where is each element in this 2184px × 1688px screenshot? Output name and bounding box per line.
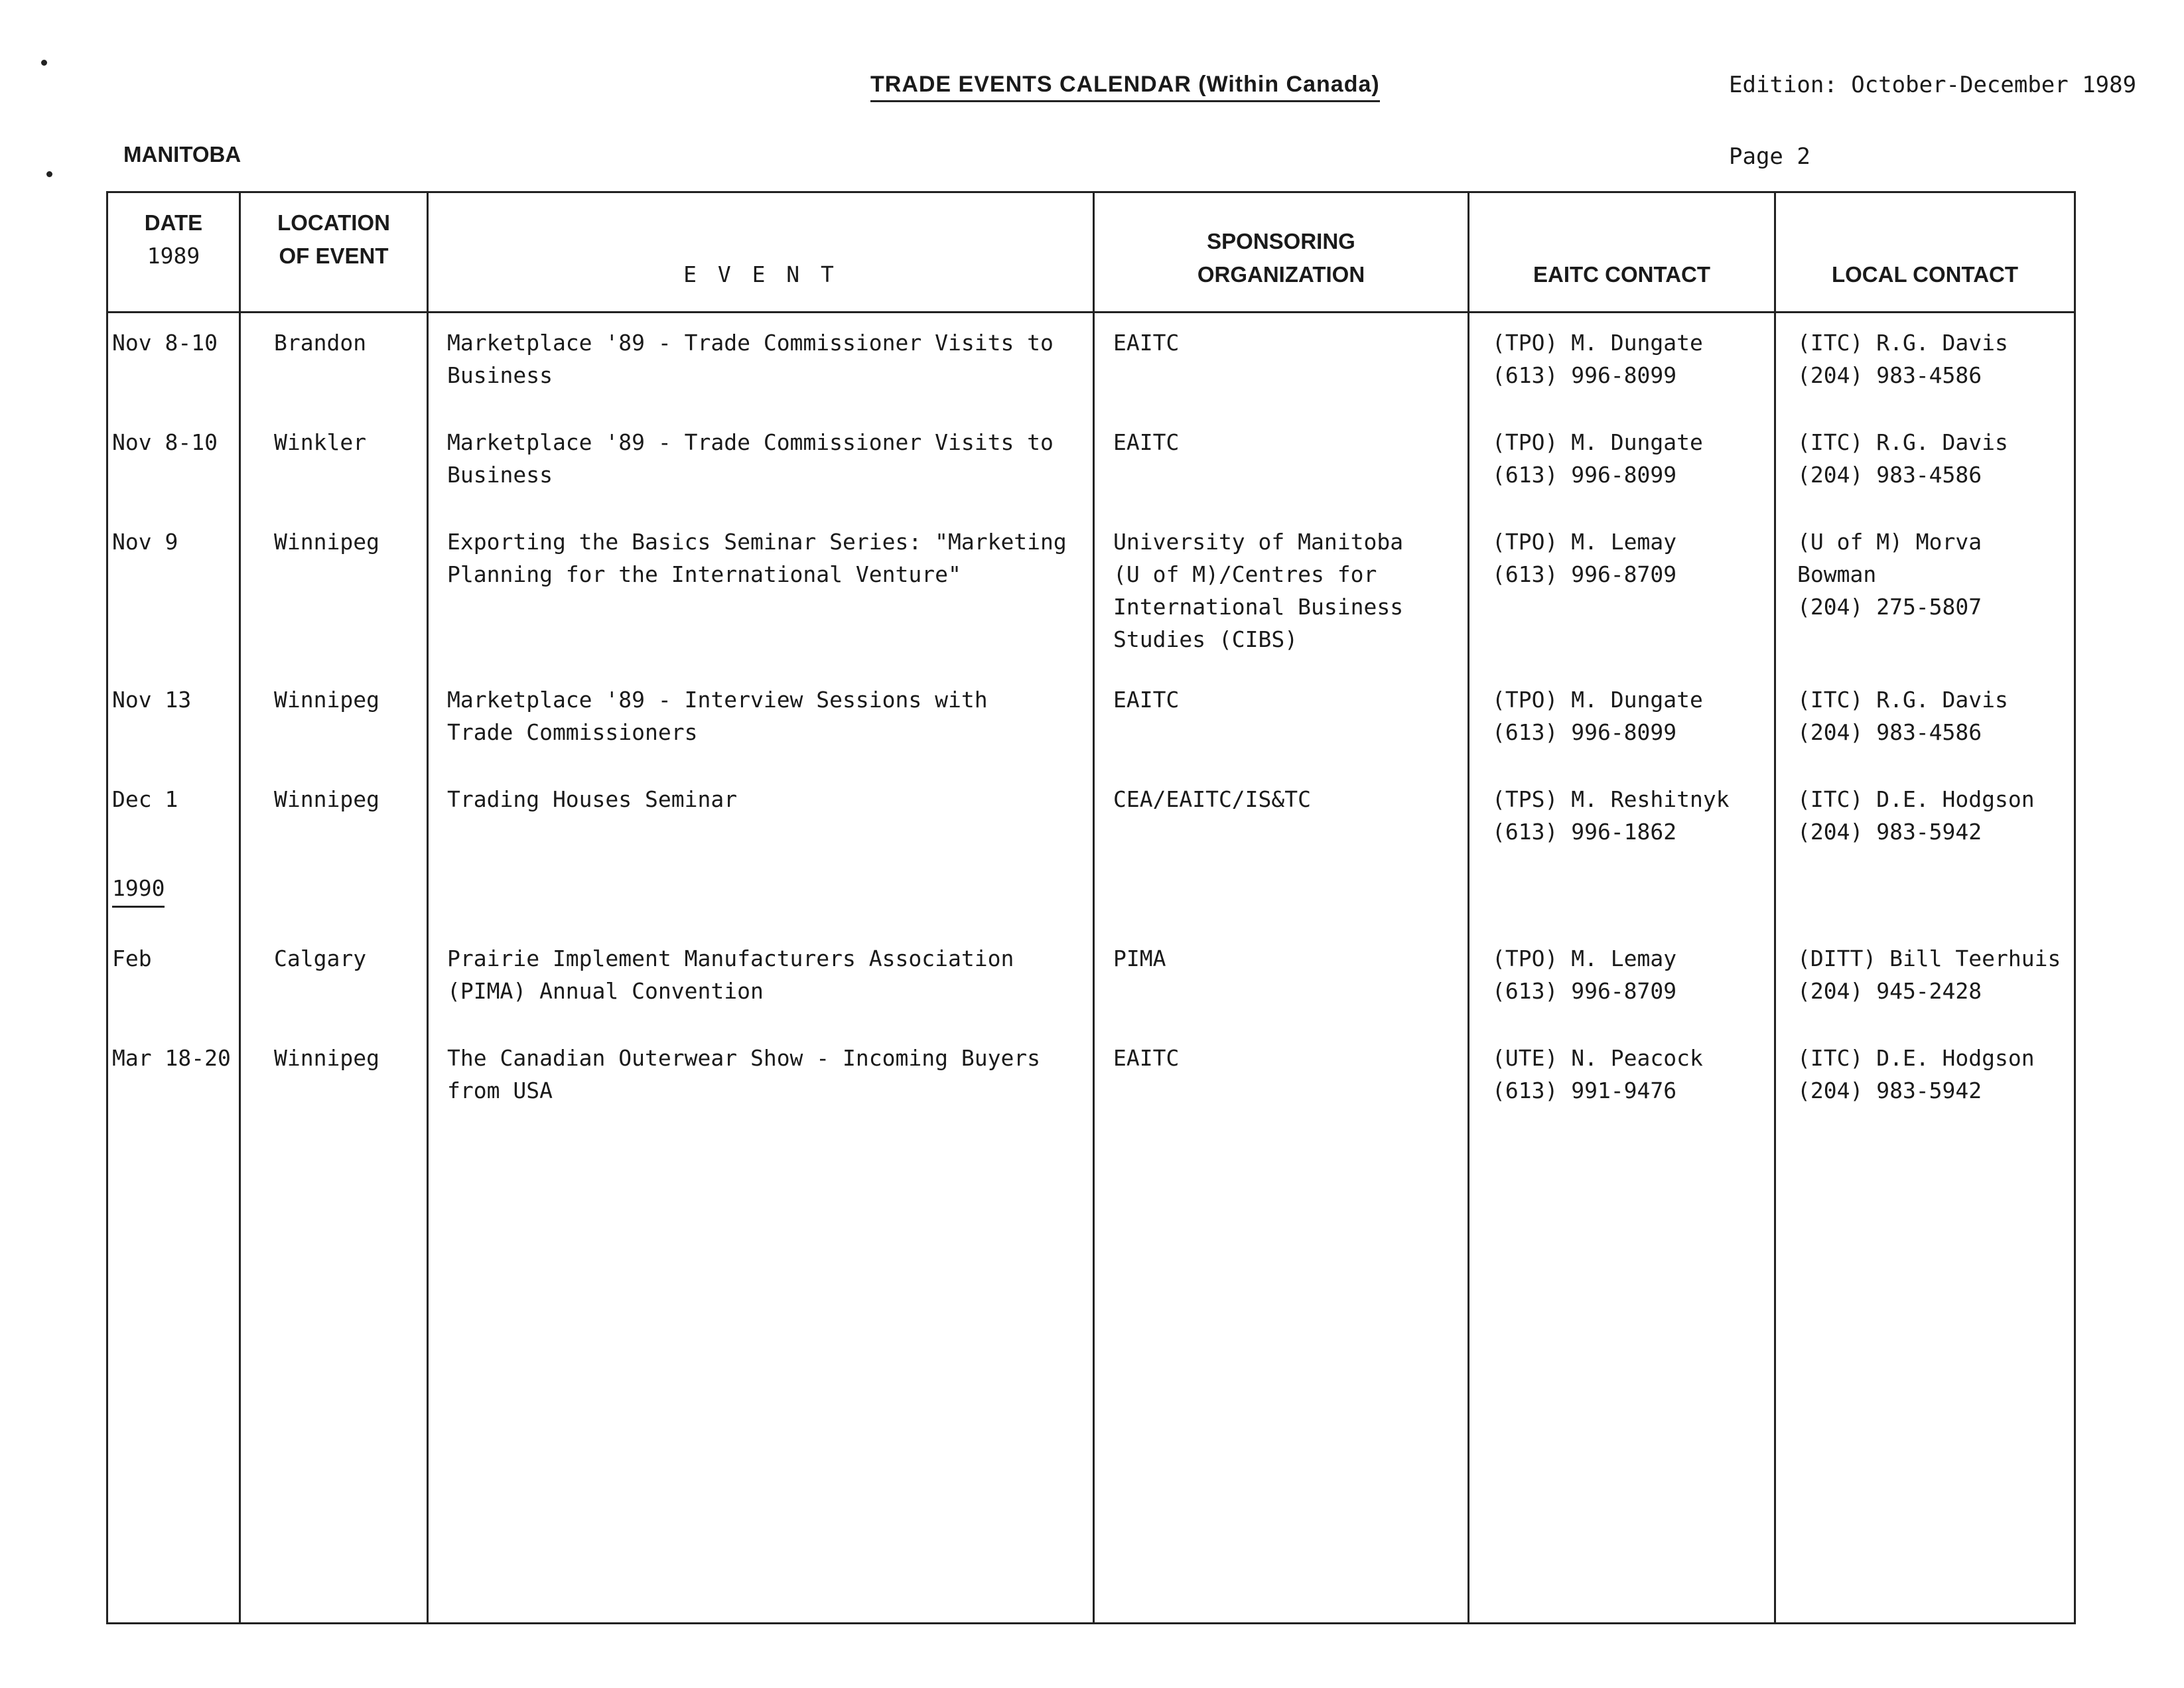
cell-sponsor-line: EAITC [1113, 1045, 1180, 1071]
province-heading: MANITOBA [123, 142, 241, 167]
cell-eaitc-contact-line: (TPO) M. Dungate [1492, 687, 1703, 713]
table-row [107, 413, 2075, 512]
header-eaitc-contact: EAITC CONTACT [1469, 192, 1775, 313]
cell-eaitc-contact-line: (613) 996-8709 [1492, 978, 1677, 1004]
cell-event [428, 413, 1094, 512]
cell-sponsor-line: International Business [1113, 594, 1404, 620]
cell-eaitc-contact-line: (613) 996-8709 [1492, 561, 1677, 587]
header-sponsor [1094, 192, 1469, 313]
cell-eaitc-contact-line: (613) 996-8099 [1492, 719, 1677, 745]
cell-eaitc-contact-line: (UTE) N. Peacock [1492, 1045, 1703, 1071]
cell-location: Calgary [240, 929, 428, 1028]
header-event: E V E N T [428, 192, 1094, 313]
empty-cell [428, 1128, 1094, 1624]
cell-local-contact-line: (204) 983-4586 [1797, 362, 1982, 388]
cell-local-contact-line: (ITC) D.E. Hodgson [1797, 786, 2035, 812]
cell-event [428, 313, 1094, 413]
cell-local-contact-line: (ITC) R.G. Davis [1797, 687, 2008, 713]
table-row [107, 313, 2075, 413]
cell-eaitc-contact [1469, 670, 1775, 770]
empty-cell [428, 869, 1094, 929]
empty-cell [107, 1128, 240, 1624]
cell-local-contact [1775, 413, 2075, 512]
cell-event-line: Trading Houses Seminar [447, 786, 738, 812]
cell-event-line: Marketplace '89 - Trade Commissioner Visits to [447, 330, 1054, 356]
empty-cell [1775, 1128, 2075, 1624]
year-label: 1990 [112, 872, 165, 908]
cell-event-line: Marketplace '89 - Interview Sessions with [447, 687, 988, 713]
header-date-year: 1989 [147, 243, 200, 269]
empty-cell [1469, 869, 1775, 929]
header-location-line2: OF EVENT [279, 244, 389, 268]
cell-location: Winnipeg [240, 512, 428, 670]
cell-sponsor-line: EAITC [1113, 429, 1180, 455]
cell-local-contact-line: (ITC) R.G. Davis [1797, 330, 2008, 356]
edition-label: Edition: October-December 1989 [1729, 72, 2137, 98]
header-sponsor-line1: SPONSORING [1207, 229, 1355, 253]
cell-local-contact-line: (204) 983-5942 [1797, 1078, 1982, 1103]
filler-row [107, 1128, 2075, 1624]
cell-date: Nov 9 [107, 512, 240, 670]
cell-sponsor [1094, 413, 1469, 512]
cell-sponsor [1094, 670, 1469, 770]
cell-sponsor-line: EAITC [1113, 330, 1180, 356]
cell-event-line: (PIMA) Annual Convention [447, 978, 764, 1004]
empty-cell [240, 1128, 428, 1624]
cell-local-contact-line: (ITC) R.G. Davis [1797, 429, 2008, 455]
cell-location: Winnipeg [240, 670, 428, 770]
cell-event [428, 670, 1094, 770]
cell-date: Nov 13 [107, 670, 240, 770]
cell-local-contact-line: (204) 275-5807 [1797, 594, 1982, 620]
cell-event-line: Prairie Implement Manufacturers Association [447, 946, 1014, 971]
margin-mark [41, 60, 47, 66]
cell-eaitc-contact-line: (TPO) M. Lemay [1492, 529, 1677, 555]
cell-event-line: Exporting the Basics Seminar Series: "Marketing [447, 529, 1067, 555]
cell-local-contact [1775, 929, 2075, 1028]
cell-eaitc-contact-line: (613) 996-1862 [1492, 819, 1677, 845]
cell-eaitc-contact [1469, 770, 1775, 869]
cell-event-line: Business [447, 462, 553, 488]
cell-event-line: from USA [447, 1078, 553, 1103]
table-body [107, 313, 2075, 1624]
cell-local-contact [1775, 670, 2075, 770]
cell-event-line: Trade Commissioners [447, 719, 698, 745]
cell-location: Winnipeg [240, 770, 428, 869]
cell-eaitc-contact-line: (TPS) M. Reshitnyk [1492, 786, 1730, 812]
year-divider-row [107, 869, 2075, 929]
cell-local-contact-line: (204) 945-2428 [1797, 978, 1982, 1004]
cell-eaitc-contact-line: (TPO) M. Dungate [1492, 330, 1703, 356]
table-row [107, 512, 2075, 670]
cell-event-line: The Canadian Outerwear Show - Incoming Buyers [447, 1045, 1041, 1071]
cell-location: Winnipeg [240, 1028, 428, 1128]
cell-sponsor-line: CEA/EAITC/IS&TC [1113, 786, 1312, 812]
cell-local-contact [1775, 313, 2075, 413]
year-cell [107, 869, 240, 929]
header-location-line1: LOCATION [277, 210, 390, 235]
cell-eaitc-contact [1469, 512, 1775, 670]
document-title: TRADE EVENTS CALENDAR (Within Canada) [870, 72, 1380, 102]
cell-local-contact-line: (204) 983-4586 [1797, 462, 1982, 488]
header-sponsor-line2: ORGANIZATION [1197, 262, 1365, 287]
cell-sponsor [1094, 929, 1469, 1028]
empty-cell [1094, 1128, 1469, 1624]
cell-local-contact-line: (ITC) D.E. Hodgson [1797, 1045, 2035, 1071]
cell-eaitc-contact-line: (TPO) M. Dungate [1492, 429, 1703, 455]
empty-cell [1775, 869, 2075, 929]
cell-sponsor [1094, 512, 1469, 670]
cell-eaitc-contact-line: (TPO) M. Lemay [1492, 946, 1677, 971]
cell-sponsor [1094, 770, 1469, 869]
header-location [240, 192, 428, 313]
cell-date: Dec 1 [107, 770, 240, 869]
header-date [107, 192, 240, 313]
cell-local-contact-line: (204) 983-4586 [1797, 719, 1982, 745]
cell-date: Nov 8-10 [107, 413, 240, 512]
cell-location: Winkler [240, 413, 428, 512]
cell-date: Nov 8-10 [107, 313, 240, 413]
cell-eaitc-contact-line: (613) 991-9476 [1492, 1078, 1677, 1103]
cell-location: Brandon [240, 313, 428, 413]
cell-event [428, 929, 1094, 1028]
cell-sponsor-line: (U of M)/Centres for [1113, 561, 1377, 587]
cell-sponsor-line: PIMA [1113, 946, 1166, 971]
cell-eaitc-contact-line: (613) 996-8099 [1492, 462, 1677, 488]
cell-date: Feb [107, 929, 240, 1028]
events-table [106, 191, 2076, 1624]
cell-sponsor [1094, 1028, 1469, 1128]
cell-local-contact [1775, 770, 2075, 869]
cell-event-line: Business [447, 362, 553, 388]
cell-event [428, 512, 1094, 670]
header-local-contact: LOCAL CONTACT [1775, 192, 2075, 313]
header-date-label: DATE [144, 210, 203, 235]
margin-mark [46, 171, 52, 177]
cell-local-contact-line: (U of M) Morva Bowman [1797, 529, 1982, 587]
cell-sponsor-line: Studies (CIBS) [1113, 626, 1298, 652]
table-header-row [107, 192, 2075, 313]
cell-sponsor-line: EAITC [1113, 687, 1180, 713]
cell-sponsor [1094, 313, 1469, 413]
cell-date: Mar 18-20 [107, 1028, 240, 1128]
table-row [107, 1028, 2075, 1128]
cell-local-contact-line: (204) 983-5942 [1797, 819, 1982, 845]
cell-eaitc-contact-line: (613) 996-8099 [1492, 362, 1677, 388]
empty-cell [240, 869, 428, 929]
cell-local-contact-line: (DITT) Bill Teerhuis [1797, 946, 2061, 971]
cell-sponsor-line: University of Manitoba [1113, 529, 1404, 555]
cell-event-line: Planning for the International Venture" [447, 561, 961, 587]
page-number: Page 2 [1729, 143, 1810, 170]
table-row [107, 670, 2075, 770]
empty-cell [1094, 869, 1469, 929]
cell-eaitc-contact [1469, 1028, 1775, 1128]
table-row [107, 770, 2075, 869]
cell-event [428, 770, 1094, 869]
table-row [107, 929, 2075, 1028]
empty-cell [1469, 1128, 1775, 1624]
cell-event-line: Marketplace '89 - Trade Commissioner Visits to [447, 429, 1054, 455]
cell-event [428, 1028, 1094, 1128]
cell-local-contact [1775, 1028, 2075, 1128]
cell-eaitc-contact [1469, 929, 1775, 1028]
cell-eaitc-contact [1469, 413, 1775, 512]
cell-local-contact [1775, 512, 2075, 670]
cell-eaitc-contact [1469, 313, 1775, 413]
